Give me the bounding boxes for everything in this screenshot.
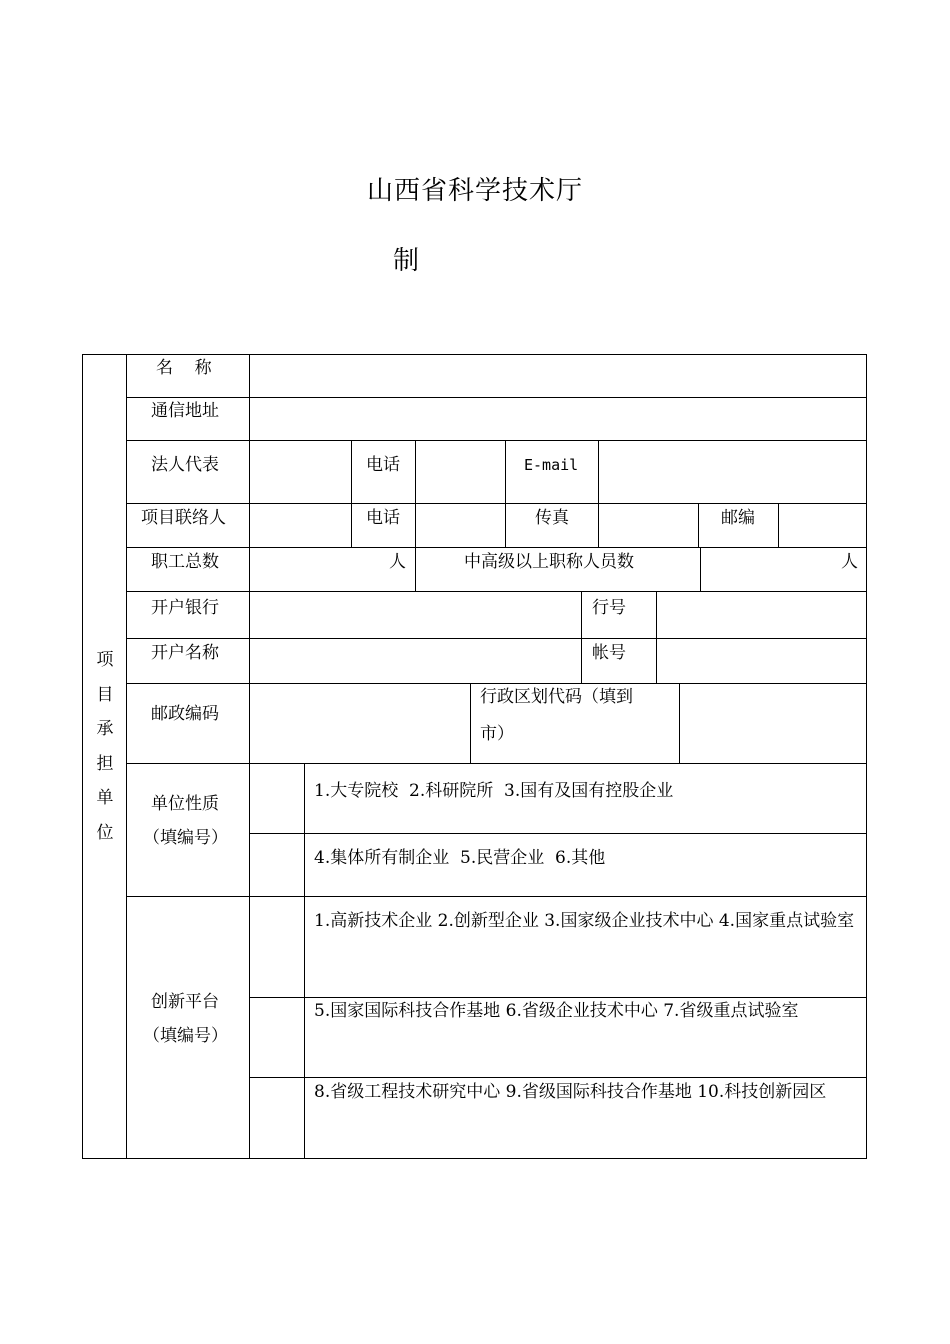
fax-label: 传真 [535,508,569,528]
postal-code-label: 邮政编码 [151,704,219,724]
platform-input-1[interactable] [249,896,305,998]
legal-rep-field[interactable] [249,440,352,504]
unit-nature-option-text-2: 4.集体所有制企业 5.民营企业 6.其他 [314,848,606,868]
section-label: 项 目 承 担 单 位 [96,650,114,843]
unit-nature-input-2[interactable] [249,833,305,897]
email-label: E-mail [524,456,579,474]
unit-nature-option-text-1: 1.大专院校 2.科研院所 3.国有及国有控股企业 [314,781,674,801]
address-label: 通信地址 [151,401,219,421]
bank-no-field[interactable] [656,591,867,639]
unit-nature-input-1[interactable] [249,763,305,834]
phone1-field[interactable] [415,440,506,504]
bank-label: 开户银行 [151,598,219,618]
account-no-label: 帐号 [592,643,626,663]
region-code-field[interactable] [679,683,867,764]
page-subtitle: 制 [393,246,420,276]
platform-option-text-2: 5.国家国际科技合作基地 6.省级企业技术中心 7.省级重点试验室 [314,1001,799,1021]
platform-label-line2: （填编号） [143,1026,228,1046]
fax-field[interactable] [598,503,699,548]
unit-nature-label-line1: 单位性质 [151,794,219,814]
zip-label: 邮编 [721,508,755,528]
email-field[interactable] [598,440,867,504]
zip-field[interactable] [778,503,867,548]
contact-label: 项目联络人 [141,508,226,528]
legal-rep-label: 法人代表 [151,455,219,475]
name-field[interactable] [249,354,867,398]
account-name-field[interactable] [249,638,582,684]
account-no-field[interactable] [656,638,867,684]
senior-staff-label: 中高级以上职称人员数 [464,552,634,572]
region-code-label-line1: 行政区划代码（填到 [480,687,633,707]
page-title: 山西省科学技术厅 [366,176,583,206]
account-name-label: 开户名称 [151,643,219,663]
region-code-label-line2: 市） [480,724,514,744]
contact-field[interactable] [249,503,352,548]
platform-input-2[interactable] [249,997,305,1078]
platform-option-text-3: 8.省级工程技术研究中心 9.省级国际科技合作基地 10.科技创新园区 [314,1082,827,1102]
bank-field[interactable] [249,591,582,639]
bank-no-label: 行号 [592,598,626,618]
unit-nature-label-line2: （填编号） [143,828,228,848]
phone2-field[interactable] [415,503,506,548]
platform-label-line1: 创新平台 [151,992,219,1012]
postal-code-field[interactable] [249,683,471,764]
platform-input-3[interactable] [249,1077,305,1159]
staff-total-label: 职工总数 [151,552,219,572]
person-unit-2: 人 [841,552,858,572]
name-label: 名 称 [156,358,212,378]
phone2-label: 电话 [366,508,400,528]
person-unit-1: 人 [389,552,406,572]
phone1-label: 电话 [366,455,400,475]
address-field[interactable] [249,397,867,441]
platform-option-text-1: 1.高新技术企业 2.创新型企业 3.国家级企业技术中心 4.国家重点试验室 [314,911,855,931]
